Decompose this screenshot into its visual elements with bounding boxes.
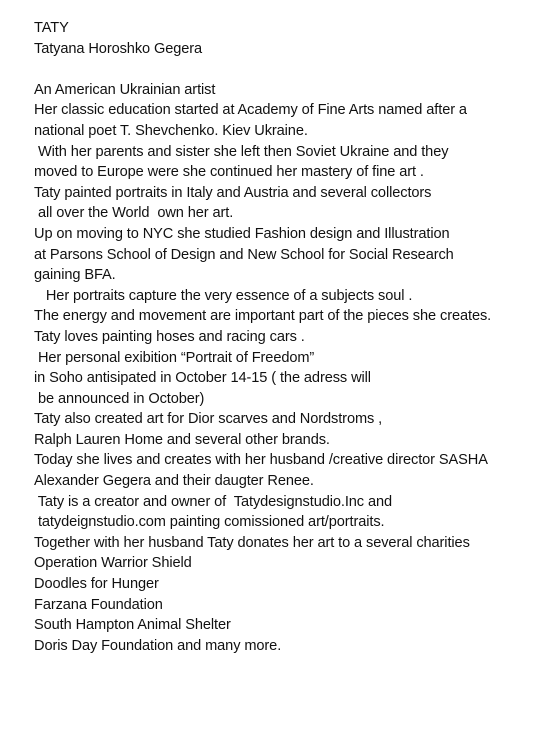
bio-line: Today she lives and creates with her husband /creative director SASHA — [34, 452, 488, 469]
bio-line: tatydeignstudio.com painting comissioned art/portraits. — [34, 514, 385, 531]
bio-line: gaining BFA. — [34, 267, 116, 284]
bio-line: Taty also created art for Dior scarves and Nordstroms , — [34, 411, 383, 428]
bio-line: Taty loves painting hoses and racing cars . — [34, 328, 305, 345]
artist-name: Tatyana Horoshko Gegera — [34, 40, 203, 57]
bio-line: Taty is a creator and owner of Tatydesignstudio.Inc and — [34, 493, 393, 510]
bio-line: Up on moving to NYC she studied Fashion design and Illustration — [34, 225, 450, 242]
bio-line: all over the World own her art. — [34, 205, 234, 222]
bio-line: moved to Europe were she continued her mastery of fine art . — [34, 164, 424, 181]
bio-line: in Soho antisipated in October 14-15 ( the adress will — [34, 370, 371, 387]
bio-line: Her portraits capture the very essence of a subjects soul . — [34, 287, 413, 304]
bio-line: national poet T. Shevchenko. Kiev Ukraine. — [34, 122, 308, 139]
bio-line: at Parsons School of Design and New School for Social Research — [34, 246, 454, 263]
charity-line: Doris Day Foundation and many more. — [34, 637, 282, 654]
bio-line: Her classic education started at Academy of Fine Arts named after a — [34, 102, 467, 119]
charity-line: South Hampton Animal Shelter — [34, 617, 231, 634]
bio-line: Ralph Lauren Home and several other brands. — [34, 431, 330, 448]
bio-line: The energy and movement are important part of the pieces she creates. — [34, 308, 492, 325]
bio-text-block — [34, 18, 549, 656]
bio-line: be announced in October) — [34, 390, 205, 407]
bio-line: Taty painted portraits in Italy and Austria and several collectors — [34, 184, 432, 201]
bio-line: An American Ukrainian artist — [34, 81, 216, 98]
bio-line: With her parents and sister she left then Soviet Ukraine and they — [34, 143, 449, 160]
blank-line — [34, 59, 549, 80]
bio-line: Alexander Gegera and their daugter Renee. — [34, 473, 314, 490]
charity-line: Operation Warrior Shield — [34, 555, 192, 572]
bio-line: Together with her husband Taty donates her art to a several charities — [34, 534, 470, 551]
bio-line: Her personal exibition “Portrait of Freedom” — [34, 349, 315, 366]
document-title: TATY — [34, 20, 69, 36]
charity-line: Doodles for Hunger — [34, 576, 159, 593]
charity-line: Farzana Foundation — [34, 596, 163, 613]
